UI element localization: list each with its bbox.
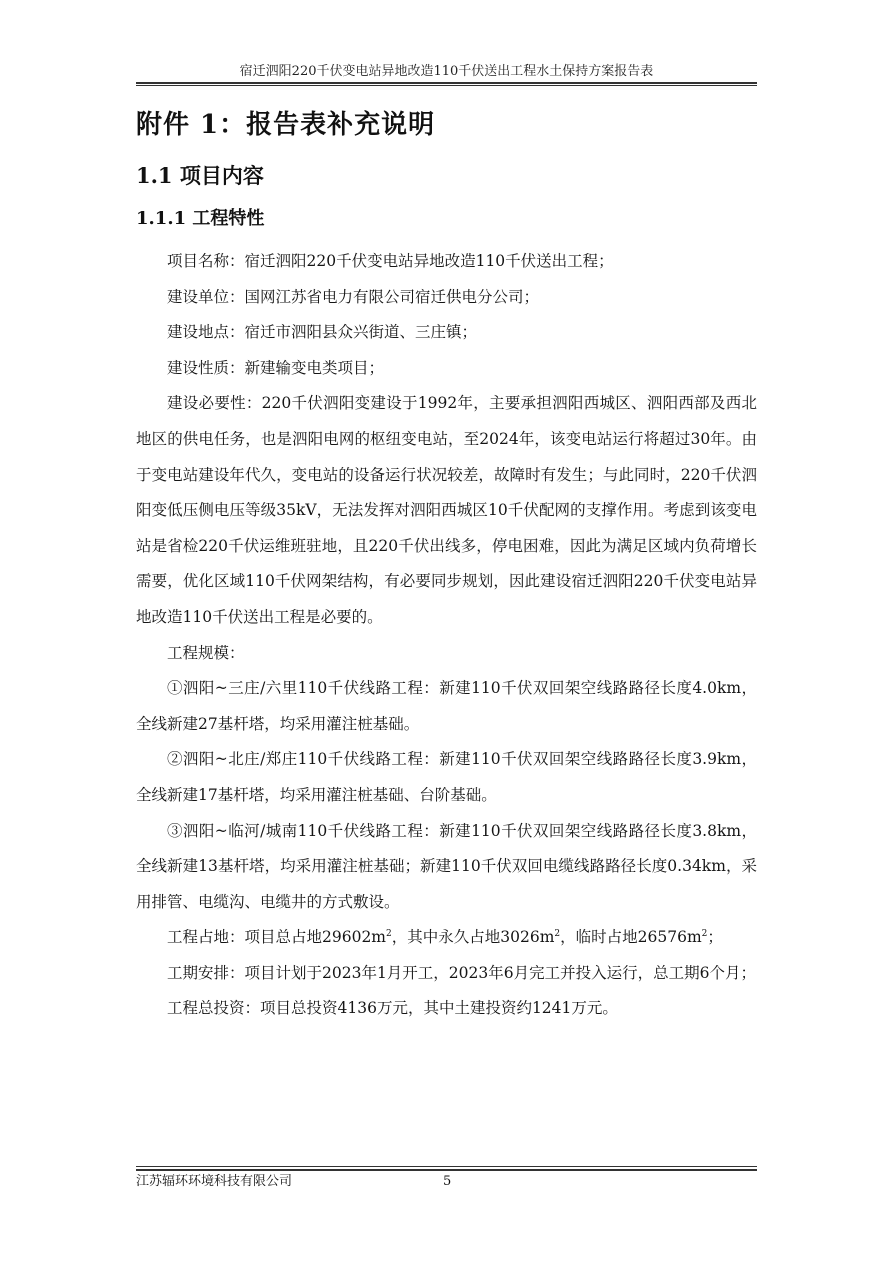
footer-company: 江苏辐环环境科技有限公司: [136, 1174, 293, 1189]
subsection-heading: 1.1.1 工程特性: [136, 208, 265, 229]
scale-item-2: ②泗阳~北庄/郑庄110千伏线路工程：新建110千伏双回架空线路路径长度3.9km，全线新建17基杆塔，均采用灌注桩基础、台阶基础。: [136, 750, 757, 804]
project-name: 项目名称：宿迁泗阳220千伏变电站异地改造110千伏送出工程；: [167, 252, 614, 270]
footer-rule-thin: [136, 1166, 757, 1167]
header-rule-thin: [136, 85, 757, 86]
land-occupation: 工程占地：项目总占地$29602m^2$，其中永久占地$3026m^2$，临时占地$26576m^2$；: [167, 928, 723, 947]
appendix-title: 附件 1：报告表补充说明: [136, 110, 436, 140]
header-rule: [136, 82, 757, 84]
footer-rule: [136, 1169, 757, 1171]
section-heading: 1.1 项目内容: [136, 163, 264, 188]
construction-unit: 建设单位：国网江苏省电力有限公司宿迁供电分公司；: [167, 287, 540, 306]
construction-location: 建设地点：宿迁市泗阳县众兴街道、三庄镇；: [167, 323, 478, 342]
project-scale-label: 工程规模：: [167, 643, 245, 662]
scale-item-3: ③泗阳~临河/城南110千伏线路工程：新建110千伏双回架空线路路径长度3.8km，全线新建13基杆塔，均采用灌注桩基础；新建110千伏双回电缆线路路径长度0.34km，采用排管、电缆沟、电缆井的方式敷设。: [136, 821, 757, 911]
scale-item-1: ①泗阳~三庄/六里110千伏线路工程：新建110千伏双回架空线路路径长度4.0km，全线新建27基杆塔，均采用灌注桩基础。: [136, 679, 757, 733]
page-number: 5: [443, 1174, 452, 1189]
total-investment: 工程总投资：项目总投资4136万元，其中土建投资约1241万元。: [167, 999, 618, 1018]
schedule: 工期安排：项目计划于2023年1月开工，2023年6月完工并投入运行，总工期6个月；: [167, 963, 756, 982]
construction-nature: 建设性质：新建输变电类项目；: [167, 358, 385, 377]
page-header: 宿迁泗阳220千伏变电站异地改造110千伏送出工程水土保持方案报告表: [239, 64, 654, 79]
construction-necessity: 建设必要性：220千伏泗阳变建设于1992年，主要承担泗阳西城区、泗阳西部及西北地区的供电任务，也是泗阳电网的枢纽变电站，至2024年，该变电站运行将超过30年。由于变电站建设年代久，变电站的设备运行状况较差，故障时有发生；与此同时，220千伏泗阳变低压侧电压等级35kV，无法发挥对泗阳西城区10千伏配网的支撑作用。考虑到该变电站是省检220千伏运维班驻地，且220千伏出线多，停电困难，因此为满足区域内负荷增长需要，优化区域110千伏网架结构，有必要同步规划，因此建设宿迁泗阳220千伏变电站异地改造110千伏送出工程是必要的。: [136, 394, 757, 626]
body-text: [136, 244, 757, 1027]
